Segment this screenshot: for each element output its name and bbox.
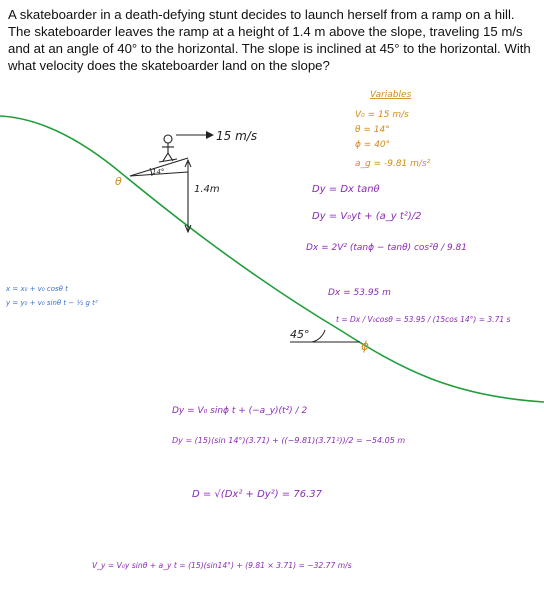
- var-theta: θ = 14°: [355, 125, 390, 135]
- var-phi: ϕ = 40°: [355, 140, 391, 150]
- x-kinematic-equation: x = x₀ + v₀ cosθ t: [6, 285, 68, 293]
- launch-angle-label: 14°: [152, 168, 165, 176]
- final-velocity-equation: V_y = V₀y sinθ + a_y t = (15)(sin14°) + (9.81 × 3.71) = −32.77 m/s: [92, 561, 352, 570]
- velocity-label: 15 m/s: [216, 129, 258, 143]
- time-equation: t = Dx / V₀cosθ = 53.95 / (15cos 14°) = 3.71 s: [336, 315, 511, 324]
- variables-list: [355, 90, 431, 169]
- slope-angle-label: 45°: [290, 328, 310, 341]
- distance-result: D = √(Dx² + Dy²) = 76.37: [192, 489, 322, 500]
- skateboarder-figure: [159, 135, 177, 162]
- variables-title: Variables: [370, 90, 412, 100]
- dx-formula: Dx = 2V² (tanϕ − tanθ) cos²θ / 9.81: [306, 243, 468, 253]
- problem-statement: A skateboarder in a death-defying stunt decides to launch herself from a ramp on a hill. The skateboarder leaves the ramp at a height of 1.4 m above the slope, traveling 15 m/s and at an angle of 40° to the horizontal. The slope is inclined at 45° to the horizontal. With what velocity does the skateboarder land on the slope?: [8, 7, 531, 73]
- phi-marker: ϕ: [361, 339, 369, 353]
- dy-kinematic-equation: Dy = V₀yt + (a_y t²)/2: [312, 211, 422, 222]
- dy-numeric-result: Dy = (15)(sin 14°)(3.71) + ((−9.81)(3.71²))/2 = −54.05 m: [172, 436, 406, 445]
- y-kinematic-equation: y = y₀ + v₀ sinθ t − ½ g t²: [6, 299, 98, 307]
- dy-tan-equation: Dy = Dx tanθ: [312, 184, 380, 195]
- theta-marker: θ: [115, 175, 122, 188]
- slope-curve: [0, 116, 544, 402]
- var-v0: V₀ = 15 m/s: [355, 110, 409, 120]
- dy-general-formula: Dy = V₀ sinϕ t + (−a_y)(t²) / 2: [172, 406, 308, 416]
- height-label: 1.4m: [194, 184, 220, 195]
- height-arrow: [185, 160, 191, 232]
- dx-value: Dx = 53.95 m: [328, 288, 391, 298]
- velocity-arrow: [176, 131, 214, 139]
- var-ag: a_g = -9.81 m/s²: [355, 159, 431, 169]
